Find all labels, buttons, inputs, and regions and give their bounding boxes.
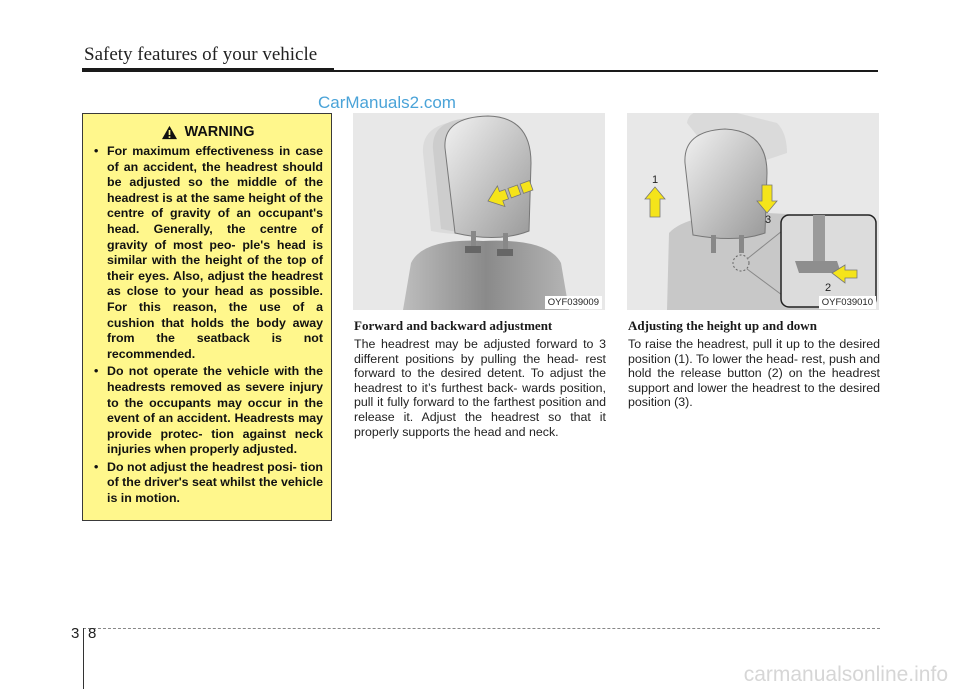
section-height-adjust [628, 318, 880, 410]
section-body: To raise the headrest, pull it up to the desired position (1). To lower the head- rest, push and hold the release button (2) on the headrest support and lower the headrest to the desired position (3). [628, 337, 880, 410]
headrest-forward-illustration [353, 113, 605, 310]
figure-headrest-forward [353, 113, 605, 310]
warning-triangle-icon [161, 125, 178, 140]
footer-rule [83, 628, 880, 629]
page-header-title: Safety features of your vehicle [84, 44, 318, 65]
warning-box [82, 113, 332, 521]
section-heading: Forward and backward adjustment [354, 318, 553, 333]
warning-item: • Do not adjust the headrest posi- tion of the driver's seat whilst the vehicle is in motion. [93, 460, 323, 507]
warning-header [93, 124, 323, 140]
warning-item: • For maximum effectiveness in case of an accident, the headrest should be adjusted so the middle of the headrest is at the same height of the centre of gravity of an occupant's head. Generally, the centre of gravity of most peo- ple's head is similar with the height of the top of their eyes. Also, adjust the headrest as close to your head as possible. For this reason, the use of a cushion that holds the body away from the seatback is not recommended. [93, 144, 323, 362]
watermark-link[interactable]: CarManuals2.com [318, 93, 456, 112]
headrest-height-illustration [627, 113, 879, 310]
page-number-divider [83, 628, 84, 689]
section-forward-backward [354, 318, 606, 439]
section-body: The headrest may be adjusted forward to 3 different positions by pulling the head- rest forward to the desired detent. To adjust the headrest to it’s furthest back- wards position, pull it fully forward to the farthest position and release it. Adjust the headrest so that it properly supports the head and neck. [354, 337, 606, 439]
figure-code: OYF039009 [545, 296, 602, 309]
warning-list [93, 144, 323, 507]
warning-title: WARNING [184, 124, 255, 140]
callout-2: 2 [825, 282, 832, 294]
chapter-number: 3 [71, 625, 80, 642]
header-rule-thin [334, 70, 878, 72]
callout-1: 1 [652, 174, 659, 186]
page-number: 8 [88, 625, 97, 642]
warning-item: • Do not operate the vehicle with the headrests removed as severe injury to the occupants may occur in the event of an accident. Headrests may provide protec- tion against neck injuries when properly adjusted. [93, 364, 323, 458]
figure-code: OYF039010 [819, 296, 876, 309]
figure-headrest-height [627, 113, 879, 310]
watermark-footer-link[interactable]: carmanualsonline.info [743, 663, 948, 686]
header-rule [82, 68, 334, 72]
callout-3: 3 [765, 214, 772, 226]
section-heading: Adjusting the height up and down [628, 318, 817, 333]
